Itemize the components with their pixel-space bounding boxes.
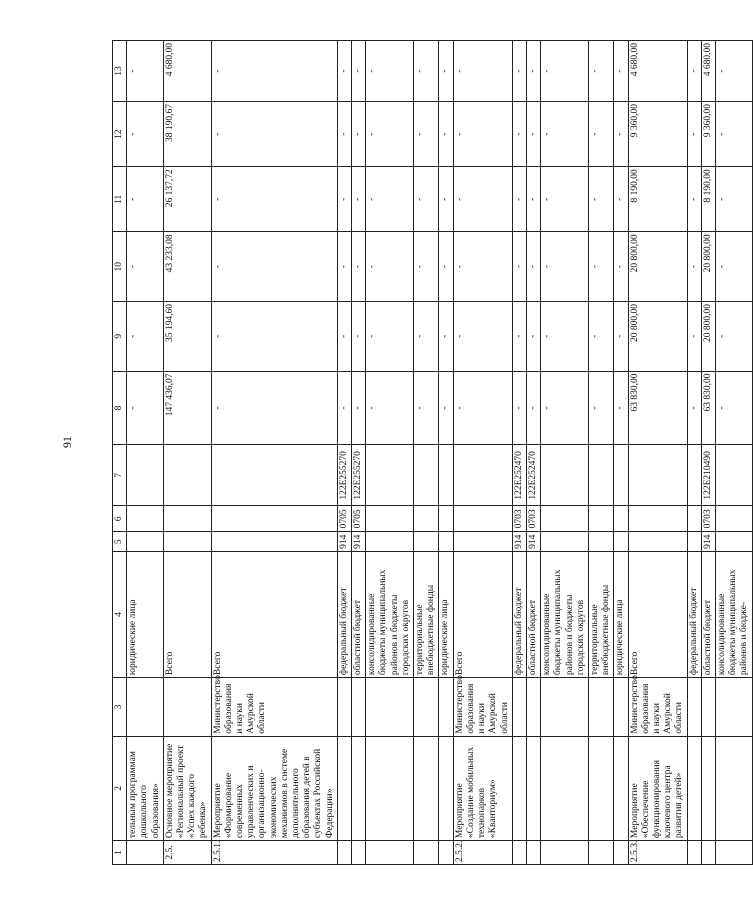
table-cell <box>715 678 752 737</box>
table-cell: - <box>512 371 526 445</box>
table-row <box>614 41 628 865</box>
table-cell: - <box>715 301 752 371</box>
table-cell: - <box>541 167 589 232</box>
table-cell: 147 436,07 <box>163 371 211 445</box>
table-cell <box>541 445 589 506</box>
table-cell: 0705 <box>337 506 351 532</box>
table-cell: - <box>352 301 366 371</box>
table-cell: 122E255270 <box>337 445 351 506</box>
table-cell: - <box>588 301 613 371</box>
table-cell: 63 830,00 <box>628 371 687 445</box>
table-cell <box>687 841 701 865</box>
table-cell <box>715 445 752 506</box>
table-cell <box>414 506 439 532</box>
table-cell <box>352 678 366 737</box>
table-cell: - <box>439 232 453 302</box>
table-cell: - <box>439 301 453 371</box>
table-cell: 914 <box>701 532 715 552</box>
table-cell: федеральный бюджет <box>512 551 526 677</box>
table-cell: 2.5.2. <box>453 841 512 865</box>
table-row <box>366 41 414 865</box>
table-cell: 122E252470 <box>526 445 540 506</box>
table-cell: - <box>453 301 512 371</box>
table-cell: Министерство образования и науки Амурской области <box>628 678 687 737</box>
table-cell: 4 680,00 <box>701 41 715 102</box>
column-number: 10 <box>113 232 127 302</box>
table-cell <box>211 532 337 552</box>
table-cell <box>512 678 526 737</box>
table-cell <box>687 445 701 506</box>
table-cell <box>614 506 628 532</box>
table-cell: - <box>614 41 628 102</box>
table-cell: - <box>453 371 512 445</box>
page-number: 91 <box>60 436 74 448</box>
table-cell: - <box>453 101 512 166</box>
table-row <box>687 41 701 865</box>
table-cell: - <box>687 41 701 102</box>
table-cell <box>715 736 752 840</box>
table-cell: - <box>687 232 701 302</box>
table-cell: юридические лица <box>439 551 453 677</box>
table-cell: Министерство образования и науки Амурской области <box>211 678 337 737</box>
table-cell: - <box>127 301 164 371</box>
table-cell <box>366 506 414 532</box>
table-cell: Мероприятие «Обеспечение функционирования ключевого центра развития детей» <box>628 736 687 840</box>
table-cell <box>588 445 613 506</box>
table-cell: территориальные внебюджетные фонды <box>414 551 439 677</box>
table-cell: 35 194,60 <box>163 301 211 371</box>
table-cell: 26 137,72 <box>163 167 211 232</box>
table-cell: 0703 <box>526 506 540 532</box>
table-cell: - <box>211 232 337 302</box>
table-cell: - <box>715 371 752 445</box>
table-cell: 9 360,00 <box>628 101 687 166</box>
table-cell: - <box>366 101 414 166</box>
table-cell: тельным программам дошкольного образования» <box>127 736 164 840</box>
table-cell <box>541 506 589 532</box>
table-cell: - <box>337 101 351 166</box>
table-cell <box>439 736 453 840</box>
table-cell: - <box>715 167 752 232</box>
table-cell: 63 830,00 <box>701 371 715 445</box>
table-cell <box>414 678 439 737</box>
table-row <box>512 41 526 865</box>
table-cell: 914 <box>526 532 540 552</box>
table-cell: Министерство образования и науки Амурской области <box>453 678 512 737</box>
table-cell: - <box>588 371 613 445</box>
table-cell: 122E255270 <box>352 445 366 506</box>
table-cell: - <box>512 232 526 302</box>
table-cell: - <box>127 167 164 232</box>
table-cell: - <box>614 232 628 302</box>
table-cell <box>453 532 512 552</box>
table-row <box>588 41 613 865</box>
table-cell: федеральный бюджет <box>687 551 701 677</box>
table-cell: - <box>211 101 337 166</box>
table-cell <box>541 532 589 552</box>
column-number: 5 <box>113 532 127 552</box>
table-row <box>541 41 589 865</box>
table-cell: - <box>211 41 337 102</box>
table-cell: - <box>614 301 628 371</box>
table-cell <box>352 736 366 840</box>
column-number-row <box>113 41 127 865</box>
table-cell: Мероприятие «Создание мобильных технопарков «Кванториум» <box>453 736 512 840</box>
table-cell: областной бюджет <box>526 551 540 677</box>
table-cell: 914 <box>352 532 366 552</box>
table-cell <box>687 532 701 552</box>
column-number: 8 <box>113 371 127 445</box>
table-cell: 20 800,00 <box>628 301 687 371</box>
table-cell <box>366 445 414 506</box>
table-cell: - <box>414 41 439 102</box>
table-cell: - <box>453 41 512 102</box>
column-number: 13 <box>113 41 127 102</box>
table-cell: - <box>352 371 366 445</box>
table-cell <box>414 736 439 840</box>
table-cell <box>366 841 414 865</box>
table-cell: - <box>127 371 164 445</box>
table-cell: - <box>526 232 540 302</box>
table-cell: территориальные внебюджетные фонды <box>588 551 613 677</box>
table-cell <box>127 678 164 737</box>
table-cell <box>439 532 453 552</box>
table-cell <box>526 841 540 865</box>
table-cell <box>163 445 211 506</box>
column-number: 6 <box>113 506 127 532</box>
table-cell <box>541 841 589 865</box>
table-cell: - <box>588 232 613 302</box>
table-cell: - <box>512 41 526 102</box>
table-cell <box>687 678 701 737</box>
table-cell: 914 <box>512 532 526 552</box>
table-cell: - <box>526 371 540 445</box>
table-cell: - <box>588 101 613 166</box>
table-cell: - <box>541 371 589 445</box>
table-cell <box>163 678 211 737</box>
table-cell <box>127 532 164 552</box>
table-cell: - <box>337 371 351 445</box>
table-cell: 38 190,67 <box>163 101 211 166</box>
table-row <box>163 41 211 865</box>
table-row <box>414 41 439 865</box>
table-cell: 20 800,00 <box>701 301 715 371</box>
table-cell: 122E210490 <box>701 445 715 506</box>
table-cell: - <box>414 167 439 232</box>
table-cell: - <box>414 301 439 371</box>
table-cell <box>211 506 337 532</box>
table-cell: 2.5. <box>163 841 211 865</box>
table-cell: - <box>439 371 453 445</box>
table-row <box>628 41 687 865</box>
table-cell: - <box>541 101 589 166</box>
table-cell: Всего <box>211 551 337 677</box>
table-cell <box>701 678 715 737</box>
table-cell: - <box>614 101 628 166</box>
table-cell: юридические лица <box>127 551 164 677</box>
column-number: 9 <box>113 301 127 371</box>
table-cell: Всего <box>163 551 211 677</box>
table-cell <box>588 532 613 552</box>
table-cell: - <box>337 232 351 302</box>
table-cell <box>628 445 687 506</box>
table-cell <box>614 678 628 737</box>
table-cell <box>614 445 628 506</box>
table-cell <box>614 841 628 865</box>
table-cell: - <box>687 167 701 232</box>
table-cell <box>337 736 351 840</box>
table-cell <box>701 736 715 840</box>
table-cell <box>687 506 701 532</box>
table-cell <box>614 736 628 840</box>
table-cell: - <box>366 232 414 302</box>
table-cell: - <box>541 41 589 102</box>
table-cell <box>541 678 589 737</box>
table-cell: - <box>337 301 351 371</box>
table-row <box>352 41 366 865</box>
table-cell: - <box>453 167 512 232</box>
rotated-table-container <box>112 40 750 865</box>
table-cell <box>512 736 526 840</box>
table-cell <box>687 736 701 840</box>
table-cell <box>366 532 414 552</box>
table-cell <box>127 506 164 532</box>
table-row <box>439 41 453 865</box>
table-cell <box>588 506 613 532</box>
table-cell <box>414 532 439 552</box>
table-cell <box>211 445 337 506</box>
table-cell: 20 800,00 <box>701 232 715 302</box>
table-cell <box>414 445 439 506</box>
table-body <box>113 41 753 865</box>
table-cell: - <box>127 41 164 102</box>
table-cell: - <box>337 41 351 102</box>
table-cell: - <box>352 101 366 166</box>
table-cell: консолидированные бюджеты муниципальных районов и бюджеты городских округов <box>366 551 414 677</box>
table-cell: консолидированные бюджеты муниципальных районов и бюджеты городских округов <box>541 551 589 677</box>
table-cell <box>628 506 687 532</box>
table-cell <box>352 841 366 865</box>
table-cell: - <box>439 101 453 166</box>
table-cell: 122E252470 <box>512 445 526 506</box>
table-cell <box>588 678 613 737</box>
table-cell: - <box>614 167 628 232</box>
table-cell: - <box>687 301 701 371</box>
table-cell: областной бюджет <box>701 551 715 677</box>
table-cell: 2.5.1. <box>211 841 337 865</box>
table-cell: - <box>614 371 628 445</box>
column-number: 1 <box>113 841 127 865</box>
table-cell: Мероприятие «Формирование современных управленческих и организационно-экономических механизмов в системе дополнительного образования детей в субъектах Российской Федерации» <box>211 736 337 840</box>
table-cell <box>366 678 414 737</box>
table-cell: - <box>512 101 526 166</box>
table-cell: - <box>526 41 540 102</box>
table-cell: - <box>414 371 439 445</box>
column-number: 3 <box>113 678 127 737</box>
table-cell: - <box>526 301 540 371</box>
table-cell: - <box>127 101 164 166</box>
table-cell: - <box>687 101 701 166</box>
table-cell <box>628 532 687 552</box>
table-cell: - <box>211 371 337 445</box>
table-cell: - <box>715 101 752 166</box>
table-cell <box>715 532 752 552</box>
table-cell <box>127 445 164 506</box>
table-row <box>211 41 337 865</box>
table-cell: юридические лица <box>614 551 628 677</box>
column-number: 11 <box>113 167 127 232</box>
table-cell <box>715 506 752 532</box>
table-cell: - <box>352 167 366 232</box>
table-cell <box>163 506 211 532</box>
table-cell: консолидированные бюджеты муниципальных районов и бюдже- <box>715 551 752 677</box>
table-cell <box>701 841 715 865</box>
table-cell <box>337 678 351 737</box>
table-cell: - <box>512 301 526 371</box>
table-cell: - <box>366 301 414 371</box>
table-cell: - <box>127 232 164 302</box>
table-cell: Всего <box>628 551 687 677</box>
table-cell <box>439 506 453 532</box>
table-cell <box>414 841 439 865</box>
table-cell: - <box>366 167 414 232</box>
table-cell: 0705 <box>352 506 366 532</box>
table-cell <box>588 736 613 840</box>
table-cell: 9 360,00 <box>701 101 715 166</box>
table-row <box>526 41 540 865</box>
column-number: 7 <box>113 445 127 506</box>
table-cell: - <box>366 371 414 445</box>
table-cell: - <box>211 167 337 232</box>
table-cell <box>127 841 164 865</box>
column-number: 2 <box>113 736 127 840</box>
table-cell: - <box>526 167 540 232</box>
table-cell: - <box>439 41 453 102</box>
table-cell <box>526 678 540 737</box>
table-cell: - <box>414 232 439 302</box>
table-cell: - <box>211 301 337 371</box>
table-row <box>337 41 351 865</box>
table-cell: - <box>588 41 613 102</box>
table-cell: 43 233,08 <box>163 232 211 302</box>
table-cell: 0703 <box>512 506 526 532</box>
table-cell: областной бюджет <box>352 551 366 677</box>
table-cell <box>715 841 752 865</box>
table-cell: - <box>541 232 589 302</box>
table-cell: Основное мероприятие «Региональный проект «Успех каждого ребенка» <box>163 736 211 840</box>
table-cell: федеральный бюджет <box>337 551 351 677</box>
table-row <box>715 41 752 865</box>
table-cell <box>439 841 453 865</box>
table-cell: - <box>526 101 540 166</box>
table-cell: Всего <box>453 551 512 677</box>
table-cell: 8 190,00 <box>628 167 687 232</box>
table-cell <box>163 532 211 552</box>
table-cell <box>541 736 589 840</box>
table-cell: - <box>715 41 752 102</box>
table-cell: 2.5.3. <box>628 841 687 865</box>
column-number: 12 <box>113 101 127 166</box>
table-cell <box>453 506 512 532</box>
table-cell: - <box>453 232 512 302</box>
table-cell: - <box>352 41 366 102</box>
table-row <box>453 41 512 865</box>
table-cell <box>526 736 540 840</box>
table-cell: - <box>715 232 752 302</box>
table-row <box>127 41 164 865</box>
table-cell <box>512 841 526 865</box>
table-cell <box>439 445 453 506</box>
column-number: 4 <box>113 551 127 677</box>
table-cell <box>439 678 453 737</box>
table-row <box>701 41 715 865</box>
table-cell: - <box>588 167 613 232</box>
table-cell: 0703 <box>701 506 715 532</box>
table-cell <box>366 736 414 840</box>
table-cell <box>337 841 351 865</box>
table-cell: 914 <box>337 532 351 552</box>
table-cell: - <box>352 232 366 302</box>
table-cell: - <box>366 41 414 102</box>
table-cell <box>614 532 628 552</box>
table-cell: 4 680,00 <box>163 41 211 102</box>
table-cell: - <box>541 301 589 371</box>
table-cell: - <box>439 167 453 232</box>
budget-table <box>112 40 753 865</box>
table-cell: - <box>337 167 351 232</box>
table-cell: - <box>687 371 701 445</box>
table-cell: - <box>512 167 526 232</box>
table-cell: 4 680,00 <box>628 41 687 102</box>
table-cell: 20 800,00 <box>628 232 687 302</box>
table-cell <box>453 445 512 506</box>
table-cell: - <box>414 101 439 166</box>
table-cell: 8 190,00 <box>701 167 715 232</box>
table-cell <box>588 841 613 865</box>
